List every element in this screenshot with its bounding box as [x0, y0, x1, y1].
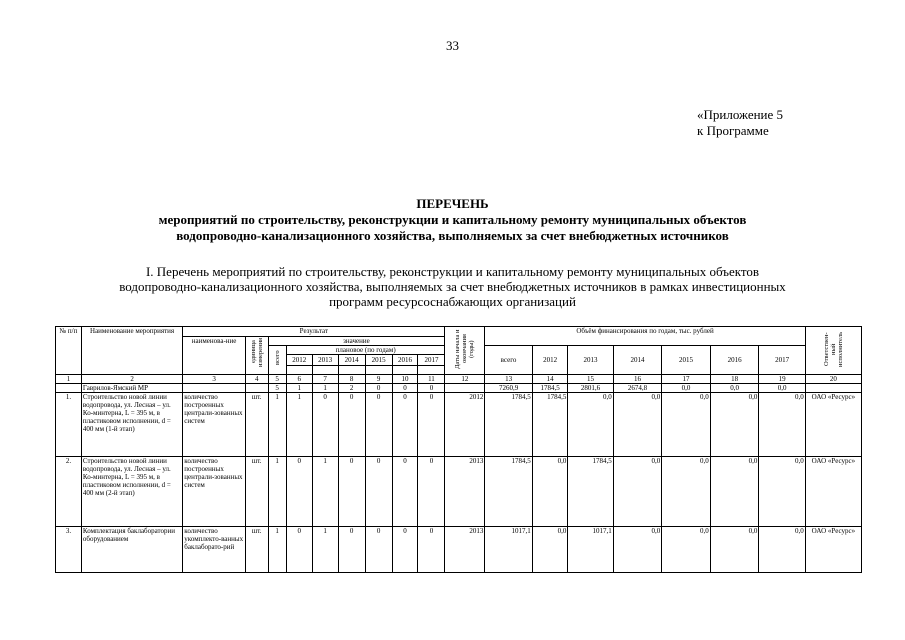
municipality-fin: 0,0 — [710, 384, 759, 393]
section-line-2: водопроводно-канализационного хозяйства, выполняемых за счет внебюджетных источников в рамках инвестиционных — [119, 279, 786, 294]
row-result-name: количество построенных централи-зованных систем — [183, 457, 246, 527]
row-plan: 0 — [365, 393, 392, 457]
table-row — [56, 457, 862, 527]
municipality-fin: 1784,5 — [532, 384, 568, 393]
column-number-row — [56, 375, 862, 384]
row-plan: 1 — [286, 393, 312, 457]
appendix-line-2: к Программе — [697, 123, 769, 138]
row-plan: 0 — [392, 457, 418, 527]
municipality-fin: 2674,8 — [613, 384, 662, 393]
header-dates — [445, 327, 485, 375]
row-name: Комплектация баклаборатории оборудованием — [81, 527, 182, 573]
municipality-plan: 0 — [392, 384, 418, 393]
header-result-name: наименова-ние — [183, 337, 246, 375]
municipality-fin: 0,0 — [759, 384, 805, 393]
row-fin: 0,0 — [759, 527, 805, 573]
column-number: 19 — [759, 375, 805, 384]
header-plan-year: 2013 — [312, 355, 338, 366]
header-responsible — [805, 327, 861, 375]
header-plan-year: 2015 — [365, 355, 392, 366]
row-plan: 0 — [338, 527, 365, 573]
header-dates-text: Даты начала и окончания (годы) — [454, 329, 476, 369]
header-planned: плановое (по годам) — [286, 346, 445, 355]
row-unit: шт. — [245, 393, 268, 457]
municipality-name: Гаврилов-Ямский МР — [81, 384, 182, 393]
municipality-fin: 0,0 — [662, 384, 711, 393]
header-plan-year: 2012 — [286, 355, 312, 366]
row-responsible: ОАО «Ресурс» — [805, 527, 861, 573]
column-number: 6 — [286, 375, 312, 384]
row-fin: 0,0 — [532, 457, 568, 527]
header-plan-year: 2014 — [338, 355, 365, 366]
municipality-plan: 1 — [312, 384, 338, 393]
table-row — [56, 393, 862, 457]
measures-table — [55, 326, 862, 573]
row-fin: 0,0 — [710, 527, 759, 573]
row-plan: 1 — [312, 457, 338, 527]
column-number: 8 — [338, 375, 365, 384]
column-number: 11 — [418, 375, 445, 384]
row-fin: 1784,5 — [568, 457, 613, 527]
row-fin: 0,0 — [568, 393, 613, 457]
row-result-name: количество укомплекто-ванных баклаборато-рий — [183, 527, 246, 573]
header-total — [268, 346, 286, 375]
column-number: 13 — [485, 375, 532, 384]
row-plan: 0 — [418, 393, 445, 457]
municipality-plan: 0 — [418, 384, 445, 393]
table-row — [56, 527, 862, 573]
row-plan: 0 — [286, 457, 312, 527]
row-plan: 0 — [418, 527, 445, 573]
header-value: значение — [268, 337, 445, 346]
column-number: 15 — [568, 375, 613, 384]
header-plan-year: 2017 — [418, 355, 445, 366]
column-number: 1 — [56, 375, 82, 384]
header-fin-year: 2015 — [662, 346, 711, 375]
row-plan: 0 — [286, 527, 312, 573]
row-fin: 0,0 — [532, 527, 568, 573]
header-fin-total: всего — [485, 346, 532, 375]
row-plan: 0 — [392, 393, 418, 457]
row-plan: 0 — [338, 393, 365, 457]
row-fin-total: 1784,5 — [485, 393, 532, 457]
header-unit — [245, 337, 268, 375]
column-number: 4 — [245, 375, 268, 384]
municipality-total: 5 — [268, 384, 286, 393]
row-date: 2013 — [445, 457, 485, 527]
row-fin: 1784,5 — [532, 393, 568, 457]
row-fin: 0,0 — [613, 457, 662, 527]
row-fin: 1017,1 — [568, 527, 613, 573]
section-line-3: программ ресурсоснабжающих организаций — [329, 294, 576, 309]
title-line-3: водопроводно-канализационного хозяйства, выполняемых за счет внебюджетных источников — [176, 228, 729, 243]
row-plan: 0 — [365, 527, 392, 573]
municipality-plan: 2 — [338, 384, 365, 393]
row-fin: 0,0 — [759, 457, 805, 527]
municipality-fin: 2801,6 — [568, 384, 613, 393]
row-num: 3. — [56, 527, 82, 573]
row-total: 1 — [268, 527, 286, 573]
row-responsible: ОАО «Ресурс» — [805, 393, 861, 457]
column-number: 2 — [81, 375, 182, 384]
municipality-fin-total: 7260,9 — [485, 384, 532, 393]
municipality-plan: 1 — [286, 384, 312, 393]
row-fin: 0,0 — [710, 457, 759, 527]
row-name: Строительство новой линии водопровода, ул. Лесная – ул. Ко-минтерна, L = 395 м, в пластиковом исполнении, d = 400 мм (2-й этап) — [81, 457, 182, 527]
row-plan: 0 — [365, 457, 392, 527]
row-fin: 0,0 — [759, 393, 805, 457]
header-total-text: всего — [273, 350, 281, 366]
section-line-1: I. Перечень мероприятий по строительству, реконструкции и капитальному ремонту муниципальных объектов — [145, 264, 760, 279]
column-number: 20 — [805, 375, 861, 384]
row-fin-total: 1784,5 — [485, 457, 532, 527]
header-name: Наименование мероприятия — [81, 327, 182, 375]
header-fin-year: 2013 — [568, 346, 613, 375]
row-fin: 0,0 — [613, 527, 662, 573]
municipality-row — [56, 384, 862, 393]
row-date: 2012 — [445, 393, 485, 457]
municipality-plan: 0 — [365, 384, 392, 393]
row-fin: 0,0 — [613, 393, 662, 457]
column-number: 7 — [312, 375, 338, 384]
row-plan: 0 — [418, 457, 445, 527]
appendix-line-1: «Приложение 5 — [697, 107, 784, 122]
title-line-2: мероприятий по строительству, реконструкции и капитальному ремонту муниципальных объектов — [158, 212, 747, 227]
row-result-name: количество построенных централи-зованных систем — [183, 393, 246, 457]
row-fin: 0,0 — [662, 527, 711, 573]
page-number: 33 — [446, 38, 459, 53]
column-number: 12 — [445, 375, 485, 384]
column-number: 17 — [662, 375, 711, 384]
header-finance: Объём финансирования по годам, тыс. рублей — [485, 327, 805, 346]
row-fin: 0,0 — [710, 393, 759, 457]
row-fin-total: 1017,1 — [485, 527, 532, 573]
column-number: 14 — [532, 375, 568, 384]
title-line-1: ПЕРЕЧЕНЬ — [416, 196, 489, 211]
row-plan: 1 — [312, 527, 338, 573]
row-name: Строительство новой линии водопровода, ул. Лесная – ул. Ко-минтерна, L = 395 м, в пластиковом исполнении, d = 400 мм (1-й этап) — [81, 393, 182, 457]
column-number: 9 — [365, 375, 392, 384]
row-fin: 0,0 — [662, 457, 711, 527]
row-plan: 0 — [312, 393, 338, 457]
header-plan-year: 2016 — [392, 355, 418, 366]
column-number: 18 — [710, 375, 759, 384]
header-fin-year: 2014 — [613, 346, 662, 375]
header-fin-year: 2017 — [759, 346, 805, 375]
column-number: 3 — [183, 375, 246, 384]
section-heading — [60, 264, 845, 309]
header-num: № п/п — [56, 327, 82, 375]
row-total: 1 — [268, 457, 286, 527]
row-num: 2. — [56, 457, 82, 527]
row-responsible: ОАО «Ресурс» — [805, 457, 861, 527]
row-unit: шт. — [245, 527, 268, 573]
row-num: 1. — [56, 393, 82, 457]
column-number: 16 — [613, 375, 662, 384]
row-unit: шт. — [245, 457, 268, 527]
row-total: 1 — [268, 393, 286, 457]
row-plan: 0 — [392, 527, 418, 573]
column-number: 5 — [268, 375, 286, 384]
header-responsible-text: Ответствен-ный исполнитель — [822, 331, 844, 367]
header-fin-year: 2012 — [532, 346, 568, 375]
header-unit-text: единица измерения — [249, 337, 264, 367]
appendix-note — [697, 107, 783, 139]
row-date: 2013 — [445, 527, 485, 573]
row-fin: 0,0 — [662, 393, 711, 457]
header-fin-year: 2016 — [710, 346, 759, 375]
column-number: 10 — [392, 375, 418, 384]
row-plan: 0 — [338, 457, 365, 527]
document-title — [0, 196, 905, 244]
header-result: Результат — [183, 327, 445, 337]
